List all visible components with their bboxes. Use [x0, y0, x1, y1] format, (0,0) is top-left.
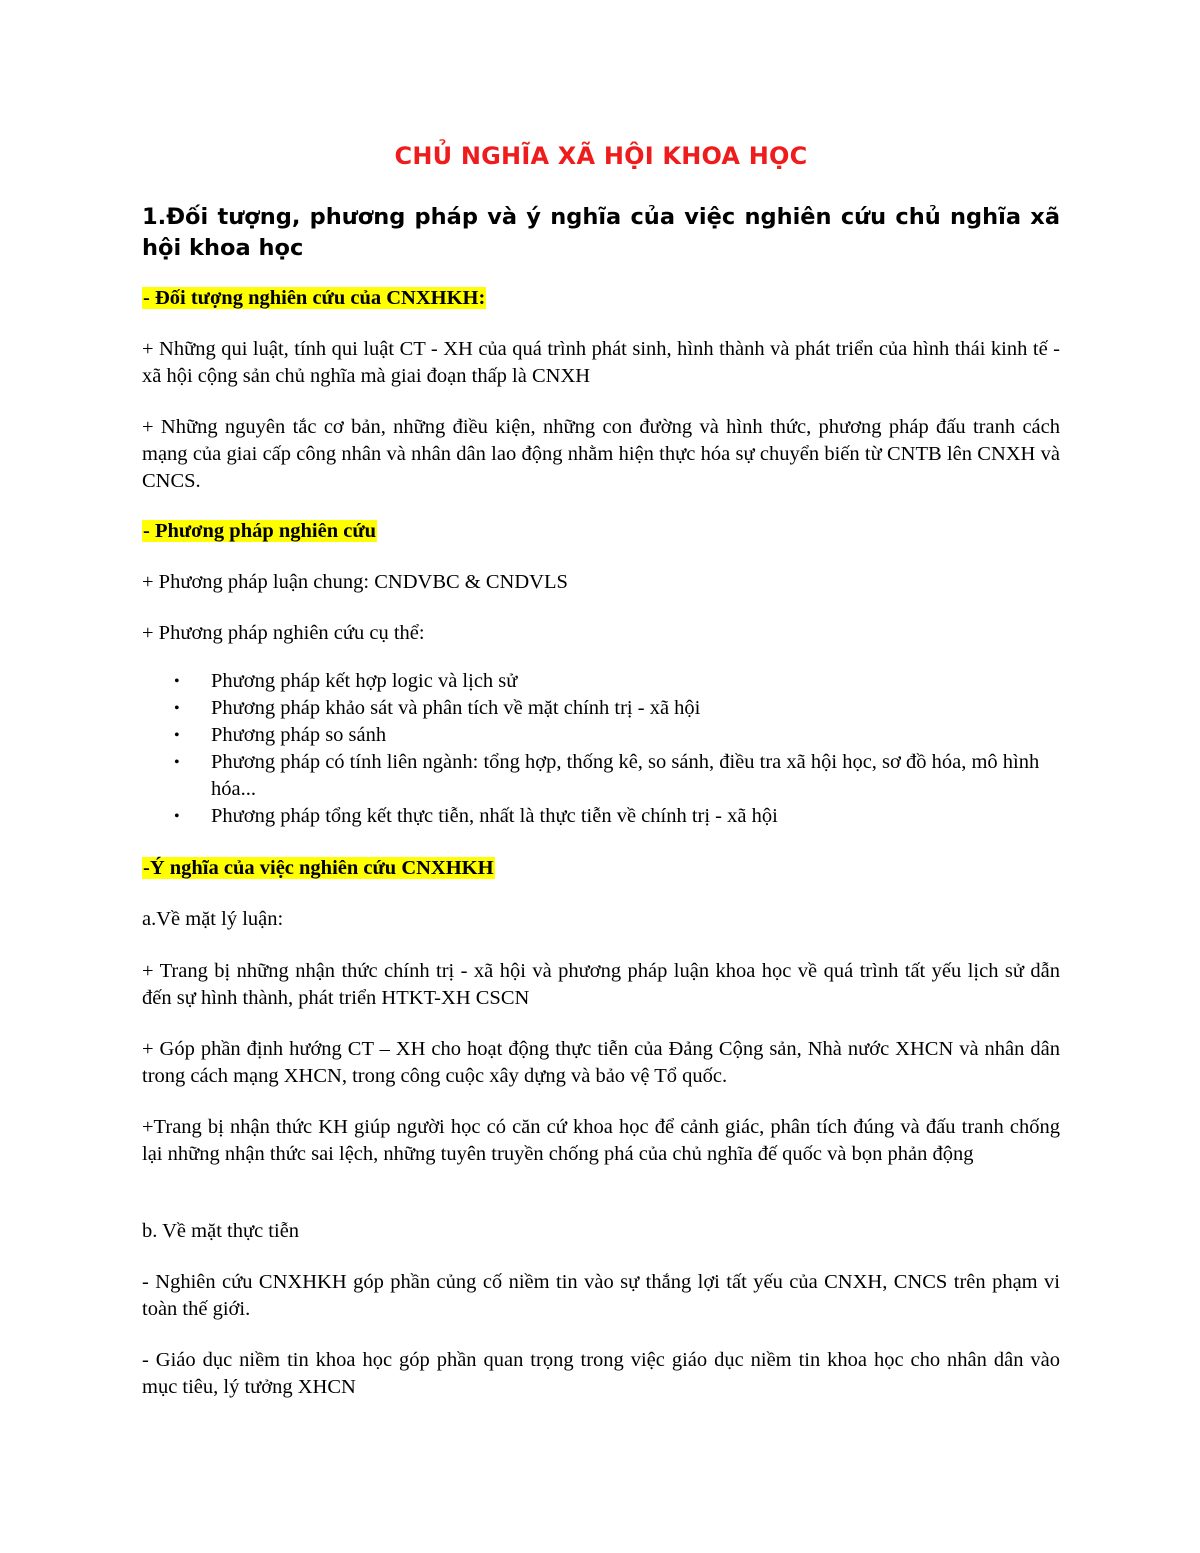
- list-item: • Phương pháp kết hợp logic và lịch sử: [142, 668, 1060, 695]
- list-item: • Phương pháp so sánh: [142, 722, 1060, 749]
- subject-label-line: [142, 285, 1060, 312]
- method-paragraph-1: + Phương pháp luận chung: CNDVBC & CNDVLS: [142, 571, 568, 593]
- theory-paragraph-2: + Góp phần định hướng CT – XH cho hoạt động thực tiễn của Đảng Cộng sản, Nhà nước XHCN và nhân dân trong cách mạng XHCN, trong công cuộc xây dựng và bảo vệ Tổ quốc.: [142, 1038, 1060, 1087]
- bullet-icon: •: [174, 700, 180, 717]
- bullet-icon: •: [174, 727, 180, 744]
- bullet-icon: •: [174, 673, 180, 690]
- theory-paragraph-1: + Trang bị những nhận thức chính trị - xã hội và phương pháp luận khoa học về quá trình tất yếu lịch sử dẫn đến sự hình thành, phát triển HTKT-XH CSCN: [142, 960, 1060, 1009]
- bullet-icon: •: [174, 808, 180, 825]
- theory-subheading: a.Về mặt lý luận:: [142, 908, 284, 930]
- method-label-line: [142, 518, 1060, 545]
- document-title: CHỦ NGHĨA XÃ HỘI KHOA HỌC: [394, 142, 808, 170]
- bullet-icon: •: [174, 754, 180, 771]
- subject-paragraph-1: + Những qui luật, tính qui luật CT - XH của quá trình phát sinh, hình thành và phát triển của hình thái kinh tế - xã hội cộng sản chủ nghĩa mà giai đoạn thấp là CNXH: [142, 338, 1060, 387]
- practice-paragraph-2: - Giáo dục niềm tin khoa học góp phần quan trọng trong việc giáo dục niềm tin khoa học cho nhân dân vào mục tiêu, lý tưởng XHCN: [142, 1349, 1060, 1398]
- section-heading: 1.Đối tượng, phương pháp và ý nghĩa của việc nghiên cứu chủ nghĩa xã hội khoa học: [142, 204, 1060, 261]
- practice-subheading: b. Về mặt thực tiễn: [142, 1220, 300, 1242]
- method-label: - Phương pháp nghiên cứu: [143, 520, 377, 542]
- subject-paragraph-2: + Những nguyên tắc cơ bản, những điều kiện, những con đường và hình thức, phương pháp đấu tranh cách mạng của giai cấp công nhân và nhân dân lao động nhằm hiện thực hóa sự chuyển biến từ CNTB lên CNXH và CNCS.: [142, 416, 1060, 492]
- theory-paragraph-3: +Trang bị nhận thức KH giúp người học có căn cứ khoa học để cảnh giác, phân tích đúng và đấu tranh chống lại những nhận thức sai lệch, những tuyên truyền chống phá của chủ nghĩa đế quốc và bọn phản động: [142, 1116, 1060, 1165]
- list-item: • Phương pháp tổng kết thực tiễn, nhất là thực tiễn về chính trị - xã hội: [142, 803, 1060, 830]
- list-item: • Phương pháp có tính liên ngành: tổng hợp, thống kê, so sánh, điều tra xã hội học, sơ đồ hóa, mô hình hóa...: [174, 751, 1040, 800]
- method-list: [142, 668, 1060, 830]
- meaning-label-line: [142, 855, 1060, 882]
- method-paragraph-2: + Phương pháp nghiên cứu cụ thể:: [142, 622, 425, 644]
- meaning-label: -Ý nghĩa của việc nghiên cứu CNXHKH: [143, 857, 494, 879]
- subject-label: - Đối tượng nghiên cứu của CNXHKH:: [143, 287, 486, 309]
- list-item: • Phương pháp khảo sát và phân tích về mặt chính trị - xã hội: [142, 695, 1060, 722]
- practice-paragraph-1: - Nghiên cứu CNXHKH góp phần củng cố niềm tin vào sự thắng lợi tất yếu của CNXH, CNCS trên phạm vi toàn thế giới.: [142, 1271, 1060, 1320]
